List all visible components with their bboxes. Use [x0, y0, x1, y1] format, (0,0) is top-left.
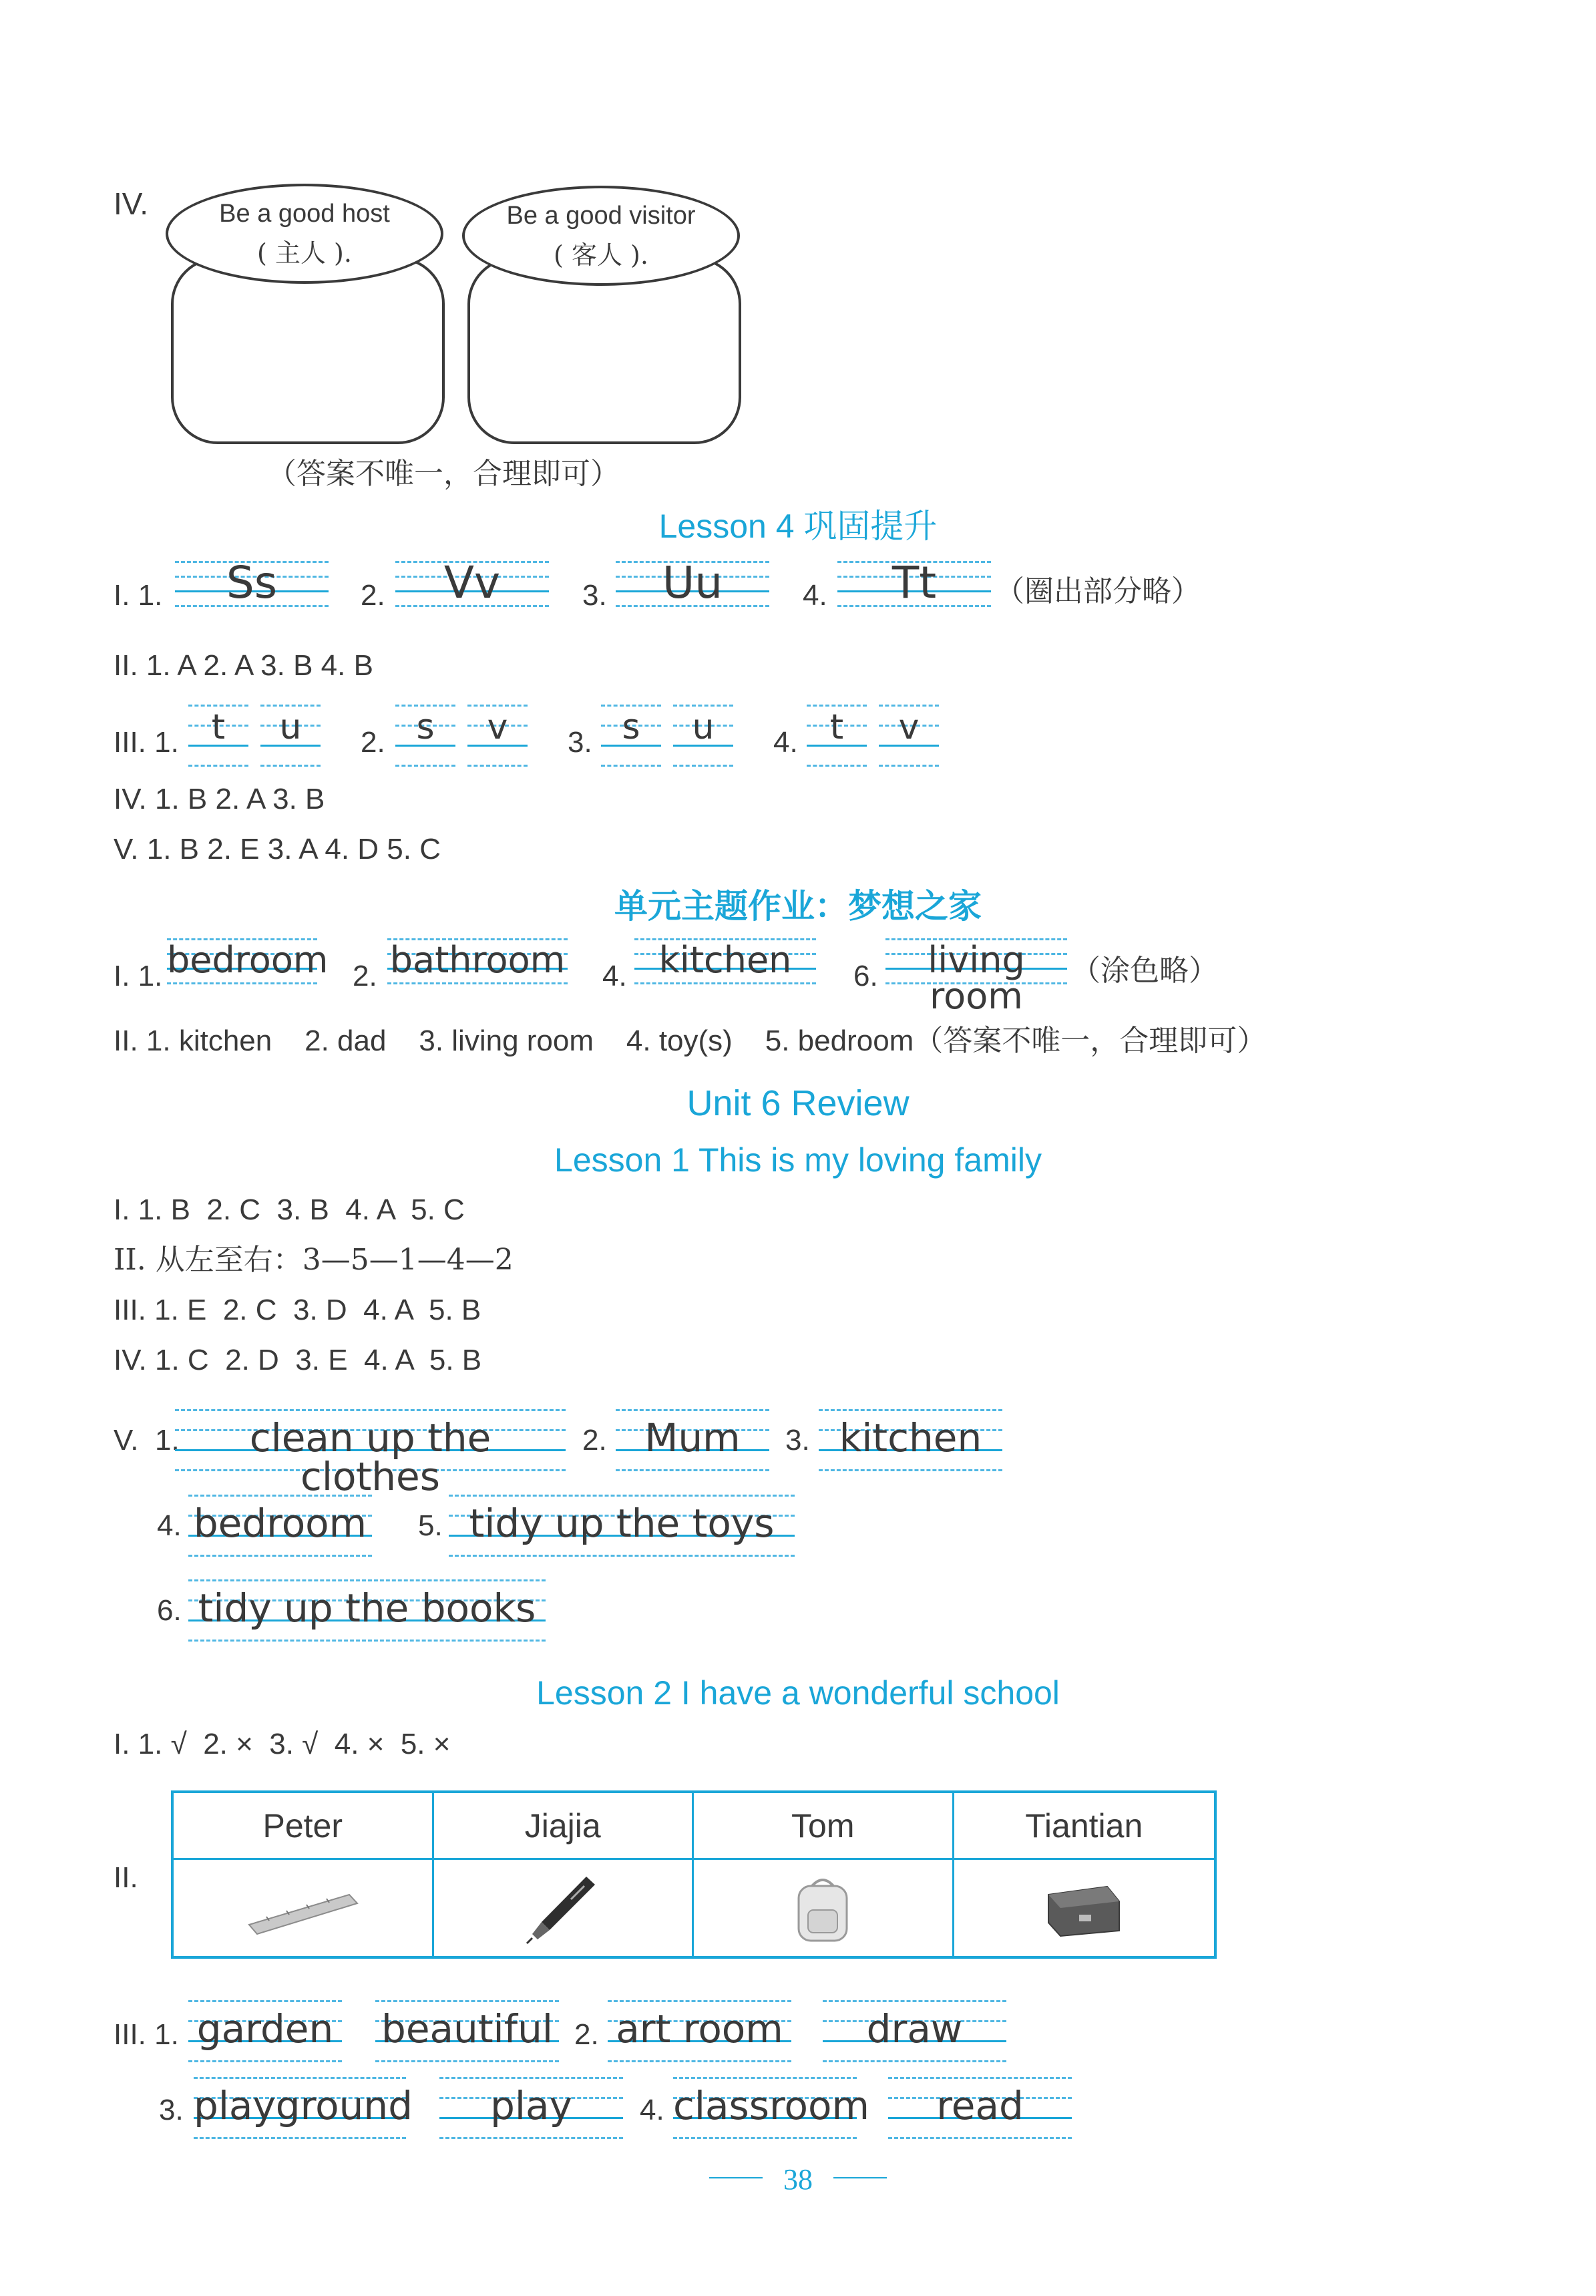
- ut-q1-label: I. 1.: [114, 960, 163, 992]
- l4-q1-note: （圈出部分略）: [995, 574, 1201, 608]
- l4-q3-letter: u: [279, 707, 302, 747]
- u6-answer-read: read: [936, 2083, 1024, 2128]
- u6-l1-q5-n5: 5.: [418, 1509, 443, 1542]
- host-cloud-box: [171, 257, 445, 444]
- tom-item-cell: [694, 1860, 954, 1956]
- host-subtitle: ( 主人 ).: [257, 238, 352, 268]
- u6-answer-garden: garden: [196, 2006, 334, 2052]
- section-iv-label: IV.: [114, 186, 149, 221]
- pencil-case-icon: [1040, 1875, 1127, 1941]
- ut-q1-note: （涂色略）: [1071, 954, 1218, 988]
- u6-answer-classroom: classroom: [673, 2083, 870, 2128]
- u6-l2-line3: [608, 2000, 791, 2060]
- u6-l2-line5: [194, 2077, 413, 2137]
- u6-answer-mum: Mum: [644, 1415, 741, 1461]
- unit6-title: Unit 6 Review: [686, 1083, 910, 1123]
- l4-q3-n2: 2.: [361, 726, 385, 759]
- u6-l1-line1: [175, 1409, 566, 1499]
- page-number-line-left: [709, 2177, 763, 2178]
- l4-q1-line4: [837, 557, 991, 608]
- visitor-title: Be a good visitor: [506, 202, 696, 230]
- u6-l2-line6: [439, 2077, 623, 2137]
- u6-l2-line8: [888, 2077, 1072, 2137]
- ut-answer-living-room: living room: [928, 939, 1025, 1017]
- u6-l2-q3-n4: 4.: [640, 2094, 664, 2126]
- l4-q3-2a: [395, 705, 455, 765]
- l4-q3-4b: [879, 705, 939, 765]
- u6-answer-playground: playground: [194, 2083, 413, 2128]
- u6-answer-tidy-toys: tidy up the toys: [469, 1501, 775, 1546]
- u6-l2-q3-n2: 2.: [574, 2018, 599, 2051]
- u6-l2-q1: I. 1. √ 2. × 3. √ 4. × 5. ×: [114, 1728, 451, 1760]
- u6-l2-line4: [823, 2000, 1006, 2060]
- l4-q3-letter: s: [622, 707, 640, 747]
- l4-q1-label: I. 1.: [114, 579, 163, 612]
- u6-answer-tidy-books: tidy up the books: [198, 1585, 536, 1631]
- u6-answer-bedroom: bedroom: [193, 1501, 367, 1546]
- l4-q3-n4: 4.: [773, 726, 798, 759]
- u6-l1-q1: I. 1. B 2. C 3. B 4. A 5. C: [114, 1193, 465, 1226]
- l4-answer-ss: Ss: [226, 557, 278, 608]
- l4-q3-n3: 3.: [568, 726, 592, 759]
- l4-q1-line3: [616, 557, 769, 608]
- l4-q3-3a: [601, 705, 661, 765]
- u6-answer-kitchen: kitchen: [839, 1415, 982, 1461]
- ut-line4: [634, 938, 816, 982]
- ut-answer-bathroom: bathroom: [389, 939, 566, 981]
- l4-q4: IV. 1. B 2. A 3. B: [114, 783, 325, 815]
- u6-l1-q5-n6: 6.: [157, 1594, 182, 1627]
- peter-item-cell: [174, 1860, 434, 1956]
- ut-line1: [167, 938, 329, 982]
- u6-answer-beautiful: beautiful: [381, 2006, 553, 2052]
- schoolbag-icon: [789, 1871, 856, 1945]
- l4-q1-n3: 3.: [582, 579, 607, 612]
- l4-q1-n2: 2.: [361, 579, 385, 612]
- l4-q3-letter: t: [211, 707, 226, 747]
- u6-answer-art-room: art room: [616, 2006, 783, 2052]
- l4-q3-4a: [807, 705, 867, 765]
- l4-answer-tt: Tt: [891, 557, 937, 608]
- u6-answer-play: play: [490, 2083, 572, 2128]
- u6-l1-q4: IV. 1. C 2. D 3. E 4. A 5. B: [114, 1344, 482, 1376]
- u6-l1-q3: III. 1. E 2. C 3. D 4. A 5. B: [114, 1294, 481, 1326]
- answer-note: （答案不唯一，合理即可）: [267, 457, 620, 491]
- u6-lesson1-title: Lesson 1 This is my loving family: [554, 1141, 1042, 1179]
- l4-q3-1a: [188, 705, 248, 765]
- l4-q3-letter: s: [416, 707, 435, 747]
- u6-l1-line4: [188, 1495, 372, 1555]
- belongings-table: [171, 1790, 1217, 1959]
- host-title: Be a good host: [219, 200, 390, 228]
- l4-q3-letter: u: [692, 707, 715, 747]
- ut-line2: [387, 938, 568, 982]
- unit-task-title: 单元主题作业：梦想之家: [614, 886, 982, 926]
- u6-l2-line2: [375, 2000, 559, 2060]
- l4-q2: II. 1. A 2. A 3. B 4. B: [114, 649, 373, 682]
- table-header-cell: Tom: [694, 1793, 954, 1860]
- ut-q1-n6: 6.: [853, 960, 878, 992]
- l4-q1-line1: [175, 557, 329, 608]
- u6-l1-line5: [449, 1495, 795, 1555]
- l4-answer-vv: Vv: [443, 557, 501, 608]
- table-header-cell: Jiajia: [434, 1793, 694, 1860]
- ut-answer-bedroom: bedroom: [167, 939, 329, 981]
- host-cloud-bubble: [166, 184, 443, 284]
- l4-q5: V. 1. B 2. E 3. A 4. D 5. C: [114, 833, 441, 866]
- l4-q3-2b: [467, 705, 528, 765]
- l4-q3-1b: [260, 705, 321, 765]
- l4-answer-uu: Uu: [662, 557, 723, 608]
- pen-icon: [523, 1871, 603, 1945]
- tiantian-item-cell: [954, 1860, 1215, 1956]
- u6-lesson2-title: Lesson 2 I have a wonderful school: [536, 1674, 1060, 1712]
- u6-l1-line2: [616, 1409, 769, 1469]
- l4-q1-line2: [395, 557, 549, 608]
- l4-q3-label: III. 1.: [114, 726, 179, 759]
- u6-answer-draw: draw: [866, 2006, 963, 2052]
- u6-l1-q2: II. 从左至右：3—5—1—4—2: [114, 1243, 514, 1277]
- table-header-cell: Peter: [174, 1793, 434, 1860]
- page-number: 38: [783, 2163, 813, 2196]
- u6-l2-q2-label: II.: [114, 1861, 138, 1894]
- ut-q1-n2: 2.: [353, 960, 377, 992]
- u6-l1-q5-label: V. 1.: [114, 1424, 180, 1457]
- lesson4-title: Lesson 4 巩固提升: [658, 508, 938, 545]
- visitor-cloud-bubble: [462, 186, 740, 286]
- jiajia-item-cell: [434, 1860, 694, 1956]
- u6-l2-line7: [673, 2077, 870, 2137]
- table-header-cell: Tiantian: [954, 1793, 1215, 1860]
- u6-answer-clean-up: clean up the clothes: [249, 1415, 491, 1499]
- u6-l1-q5-n3: 3.: [785, 1424, 810, 1457]
- u6-l1-line3: [819, 1409, 1002, 1469]
- ut-q2: II. 1. kitchen 2. dad 3. living room 4. toy(s) 5. bedroom（答案不唯一，合理即可）: [114, 1024, 1267, 1057]
- ut-answer-kitchen: kitchen: [658, 939, 792, 981]
- u6-l2-line1: [188, 2000, 342, 2060]
- l4-q3-letter: v: [898, 707, 920, 747]
- u6-l1-q5-n2: 2.: [582, 1424, 607, 1457]
- l4-q3-3b: [673, 705, 733, 765]
- page-number-line-right: [833, 2177, 887, 2178]
- u6-l2-q3-label: III. 1.: [114, 2018, 179, 2051]
- ut-q1-n4: 4.: [602, 960, 627, 992]
- l4-q3-letter: v: [487, 707, 508, 747]
- l4-q3-letter: t: [829, 707, 844, 747]
- ut-line6: [885, 938, 1067, 1017]
- ruler-icon: [242, 1878, 363, 1938]
- u6-l2-q3-n3: 3.: [159, 2094, 184, 2126]
- visitor-subtitle: ( 客人 ).: [554, 240, 648, 270]
- u6-l1-line6: [188, 1579, 546, 1640]
- l4-q1-n4: 4.: [803, 579, 827, 612]
- u6-l1-q5-n4: 4.: [157, 1509, 182, 1542]
